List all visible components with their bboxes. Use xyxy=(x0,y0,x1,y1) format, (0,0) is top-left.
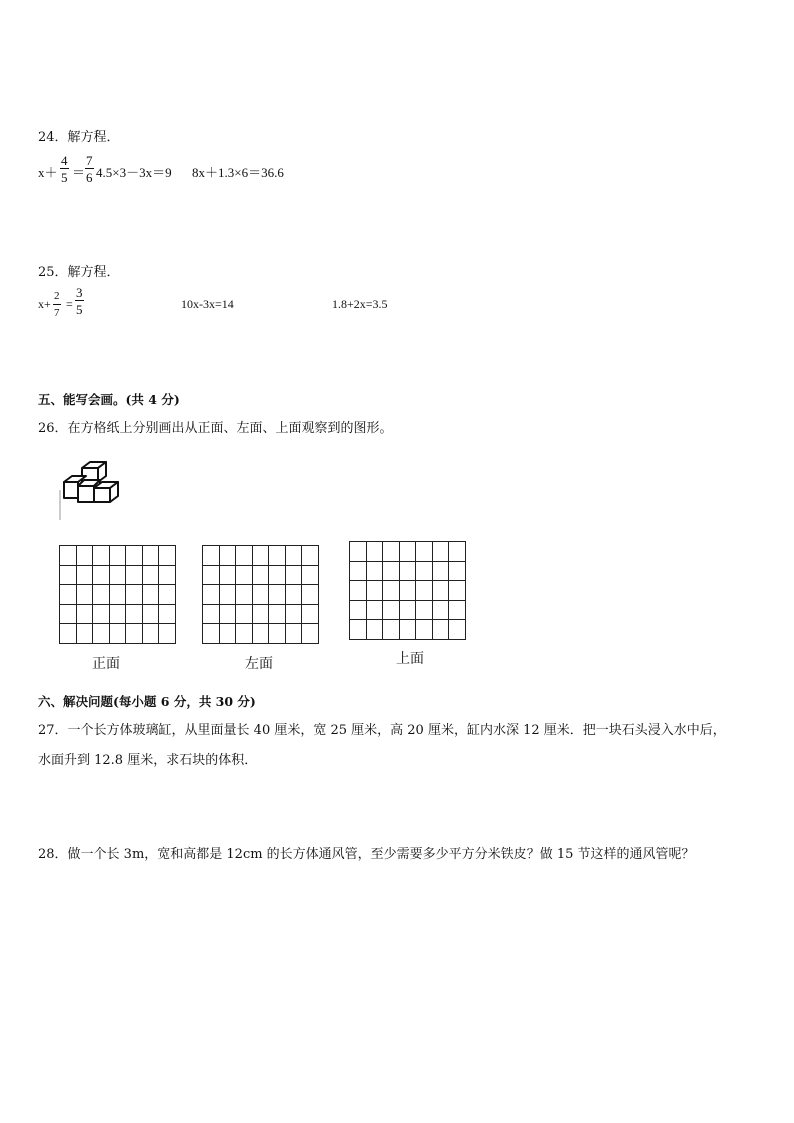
grid-cell[interactable] xyxy=(399,581,416,601)
q25-eq3: 1.8+2x=3.5 xyxy=(332,297,388,311)
grid-cell[interactable] xyxy=(252,604,269,624)
grid-cell[interactable] xyxy=(203,546,220,566)
grid-cell[interactable] xyxy=(383,561,400,581)
q27-line-2: 水面升到 12.8 厘米，求石块的体积． xyxy=(38,753,258,768)
grid-cell[interactable] xyxy=(269,565,286,585)
grid-cell[interactable] xyxy=(383,542,400,562)
grid-cell[interactable] xyxy=(159,565,176,585)
grid-cell[interactable] xyxy=(219,546,236,566)
q24-eq3: 8x＋1.3×6＝36.6 xyxy=(192,165,284,180)
grid-cell[interactable] xyxy=(350,542,367,562)
grid-cell[interactable] xyxy=(93,624,110,644)
grid-cell[interactable] xyxy=(236,585,253,605)
grid-cell[interactable] xyxy=(60,565,77,585)
q25-fraction-2-denominator: 5 xyxy=(76,302,83,317)
grid-cell[interactable] xyxy=(252,624,269,644)
grid-cell[interactable] xyxy=(432,542,449,562)
q25-fraction-1-numerator: 2 xyxy=(53,290,61,305)
q24-heading: 24．解方程． xyxy=(38,130,120,145)
grid-cell[interactable] xyxy=(269,624,286,644)
q25-eq1-prefix: x+ xyxy=(38,297,51,311)
grid-cell[interactable] xyxy=(302,565,319,585)
grid-cell[interactable] xyxy=(252,585,269,605)
grid-cell[interactable] xyxy=(416,620,433,640)
grid-cell[interactable] xyxy=(126,604,143,624)
q25-heading: 25．解方程． xyxy=(38,265,120,280)
grid-cell[interactable] xyxy=(142,546,159,566)
grid-cell[interactable] xyxy=(366,581,383,601)
grid-cell[interactable] xyxy=(76,604,93,624)
grid-cell[interactable] xyxy=(219,604,236,624)
grid-cell[interactable] xyxy=(236,546,253,566)
grid-cell[interactable] xyxy=(109,604,126,624)
grid-cell[interactable] xyxy=(236,565,253,585)
q24-fraction-1-denominator: 5 xyxy=(61,170,68,185)
top-view-label: 上面 xyxy=(396,651,424,667)
q24-fraction-2 xyxy=(85,154,94,184)
cube-stack-figure xyxy=(52,460,124,522)
section-6-title: 六、解决问题(每小题 6 分，共 30 分) xyxy=(38,694,256,709)
q28-text: 28．做一个长 3m，宽和高都是 12cm 的长方体通风管，至少需要多少平方分米铁皮？做 15 节这样的通风管呢？ xyxy=(38,847,695,862)
grid-cell[interactable] xyxy=(203,604,220,624)
grid-cell[interactable] xyxy=(269,604,286,624)
grid-cell[interactable] xyxy=(366,600,383,620)
grid-cell[interactable] xyxy=(252,546,269,566)
grid-cell[interactable] xyxy=(60,546,77,566)
q24-fraction-1-numerator: 4 xyxy=(61,153,68,168)
q25-fraction-1 xyxy=(53,290,61,320)
grid-cell[interactable] xyxy=(126,585,143,605)
grid-cell[interactable] xyxy=(219,624,236,644)
grid-cell[interactable] xyxy=(93,585,110,605)
grid-cell[interactable] xyxy=(76,565,93,585)
q25-fraction-2 xyxy=(75,286,84,316)
grid-cell[interactable] xyxy=(203,585,220,605)
grid-cell[interactable] xyxy=(126,565,143,585)
grid-cell[interactable] xyxy=(219,585,236,605)
grid-cell[interactable] xyxy=(416,542,433,562)
q26-text: 26．在方格纸上分别画出从正面、左面、上面观察到的图形。 xyxy=(38,421,393,436)
grid-cell[interactable] xyxy=(350,600,367,620)
top-view-grid[interactable] xyxy=(349,541,466,640)
grid-cell[interactable] xyxy=(142,604,159,624)
q24-fraction-1 xyxy=(60,154,69,184)
grid-cell[interactable] xyxy=(449,581,466,601)
grid-cell[interactable] xyxy=(203,624,220,644)
grid-cell[interactable] xyxy=(76,624,93,644)
grid-cell[interactable] xyxy=(126,624,143,644)
grid-cell[interactable] xyxy=(366,561,383,581)
grid-cell[interactable] xyxy=(142,624,159,644)
grid-cell[interactable] xyxy=(109,565,126,585)
grid-cell[interactable] xyxy=(302,585,319,605)
grid-cell[interactable] xyxy=(269,546,286,566)
grid-cell[interactable] xyxy=(142,565,159,585)
grid-cell[interactable] xyxy=(366,620,383,640)
grid-cell[interactable] xyxy=(285,604,302,624)
grid-cell[interactable] xyxy=(302,604,319,624)
grid-cell[interactable] xyxy=(159,624,176,644)
grid-cell[interactable] xyxy=(350,620,367,640)
grid-cell[interactable] xyxy=(449,600,466,620)
grid-cell[interactable] xyxy=(416,581,433,601)
left-view-grid[interactable] xyxy=(202,545,319,644)
grid-cell[interactable] xyxy=(109,546,126,566)
grid-cell[interactable] xyxy=(449,542,466,562)
q27-line-1: 27．一个长方体玻璃缸，从里面量长 40 厘米，宽 25 厘米，高 20 厘米，缸内水深 12 厘米．把一块石头浸入水中后， xyxy=(38,723,726,738)
grid-cell[interactable] xyxy=(383,620,400,640)
q24-fraction-2-denominator: 6 xyxy=(86,170,93,185)
grid-cell[interactable] xyxy=(350,561,367,581)
grid-cell[interactable] xyxy=(60,604,77,624)
grid-cell[interactable] xyxy=(159,546,176,566)
grid-cell[interactable] xyxy=(236,604,253,624)
q25-eq2: 10x-3x=14 xyxy=(181,297,234,311)
front-view-grid[interactable] xyxy=(59,545,176,644)
grid-cell[interactable] xyxy=(236,624,253,644)
grid-cell[interactable] xyxy=(350,581,367,601)
grid-cell[interactable] xyxy=(109,624,126,644)
grid-cell[interactable] xyxy=(93,565,110,585)
grid-cell[interactable] xyxy=(203,565,220,585)
grid-cell[interactable] xyxy=(76,546,93,566)
grid-cell[interactable] xyxy=(93,604,110,624)
grid-cell[interactable] xyxy=(399,542,416,562)
grid-cell[interactable] xyxy=(269,585,286,605)
grid-cell[interactable] xyxy=(285,624,302,644)
grid-cell[interactable] xyxy=(302,624,319,644)
grid-cell[interactable] xyxy=(432,600,449,620)
grid-cell[interactable] xyxy=(60,585,77,605)
grid-cell[interactable] xyxy=(60,624,77,644)
grid-cell[interactable] xyxy=(449,561,466,581)
grid-cell[interactable] xyxy=(383,581,400,601)
grid-cell[interactable] xyxy=(109,585,126,605)
q24-fraction-2-numerator: 7 xyxy=(86,153,93,168)
grid-cell[interactable] xyxy=(76,585,93,605)
grid-cell[interactable] xyxy=(399,561,416,581)
grid-cell[interactable] xyxy=(285,546,302,566)
q24-eq1-equals: ＝ xyxy=(72,165,86,180)
q25-eq1-equals: = xyxy=(66,297,73,311)
grid-cell[interactable] xyxy=(126,546,143,566)
grid-cell[interactable] xyxy=(416,600,433,620)
grid-cell[interactable] xyxy=(142,585,159,605)
grid-cell[interactable] xyxy=(432,561,449,581)
grid-cell[interactable] xyxy=(93,546,110,566)
grid-cell[interactable] xyxy=(399,620,416,640)
grid-cell[interactable] xyxy=(449,620,466,640)
grid-cell[interactable] xyxy=(366,542,383,562)
grid-cell[interactable] xyxy=(399,600,416,620)
grid-cell[interactable] xyxy=(383,600,400,620)
grid-cell[interactable] xyxy=(432,581,449,601)
grid-cell[interactable] xyxy=(219,565,236,585)
grid-cell[interactable] xyxy=(252,565,269,585)
grid-cell[interactable] xyxy=(159,604,176,624)
front-view-label: 正面 xyxy=(92,656,120,672)
grid-cell[interactable] xyxy=(302,546,319,566)
grid-cell[interactable] xyxy=(432,620,449,640)
grid-cell[interactable] xyxy=(285,585,302,605)
q24-eq2: 4.5×3－3x＝9 xyxy=(96,165,172,180)
q25-fraction-1-denominator: 7 xyxy=(54,307,60,319)
left-view-label: 左面 xyxy=(245,656,273,672)
section-5-title: 五、能写会画。(共 4 分) xyxy=(38,392,180,407)
q24-eq1-prefix: x＋ xyxy=(38,165,58,180)
q25-fraction-2-numerator: 3 xyxy=(76,285,83,300)
grid-cell[interactable] xyxy=(416,561,433,581)
grid-cell[interactable] xyxy=(159,585,176,605)
grid-cell[interactable] xyxy=(285,565,302,585)
